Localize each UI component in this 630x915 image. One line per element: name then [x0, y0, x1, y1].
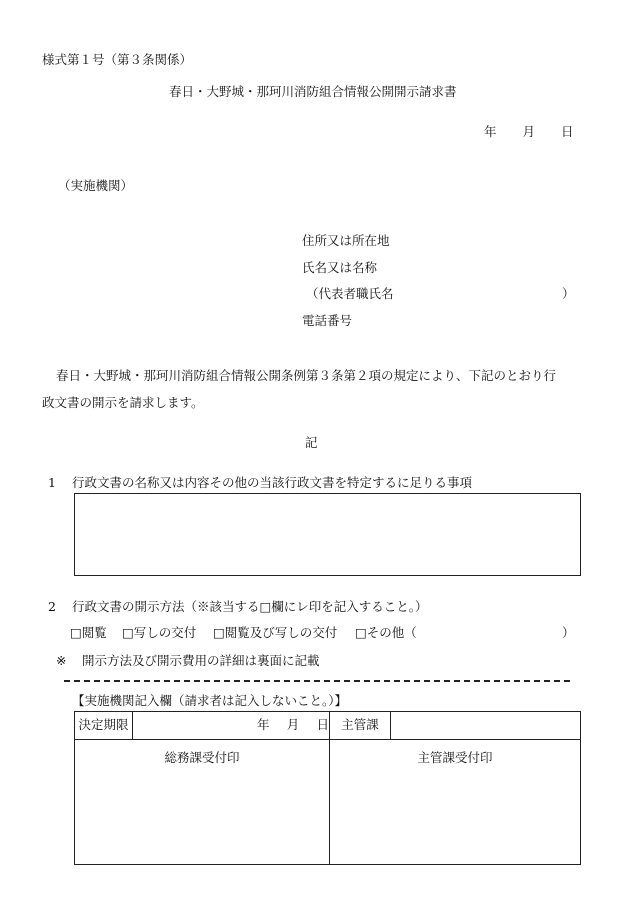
dept-stamp-label: 主管課受付印 [417, 750, 493, 765]
dept-label: 主管課 [330, 712, 391, 740]
item2-label: 行政文書の開示方法（※該当する□欄にレ印を記入すること。） [72, 599, 428, 614]
page-title: 春日・大野城・那珂川消防組合情報公開開示請求書 [169, 84, 457, 99]
office-use-table [74, 711, 581, 865]
date-month: 月 [522, 124, 536, 139]
deadline-day: 日 [316, 717, 329, 733]
note-mark: ※ [56, 653, 67, 668]
deadline-date-field[interactable] [133, 712, 330, 740]
note-text: 開示方法及び開示費用の詳細は裏面に記載 [82, 653, 320, 668]
cut-line [64, 680, 570, 682]
office-section-title: 【実施機関記入欄（請求者は記入しないこと。）】 [72, 693, 348, 708]
option-copy-checkbox[interactable]: □写しの交付 [122, 625, 197, 640]
item1-label: 行政文書の名称又は内容その他の当該行政文書を特定するに足りる事項 [72, 475, 473, 490]
option-other-close: ） [562, 625, 575, 640]
name-label: 氏名又は名称 [302, 260, 378, 275]
ki-heading: 記 [305, 435, 318, 450]
address-label: 住所又は所在地 [302, 233, 390, 248]
request-date[interactable] [484, 126, 574, 139]
item2-number: 2 [48, 599, 56, 614]
phone-label: 電話番号 [302, 313, 353, 328]
dept-stamp-box[interactable] [330, 740, 581, 865]
option-view-and-copy-checkbox[interactable]: □閲覧及び写しの交付 [213, 625, 338, 640]
body-line-1: 春日・大野城・那珂川消防組合情報公開条例第３条第２項の規定により、下記のとおり行 [56, 368, 557, 383]
date-day: 日 [561, 124, 574, 139]
document-spec-input[interactable] [74, 493, 581, 576]
option-other-checkbox[interactable]: □その他（ [355, 625, 417, 640]
body-line-2: 政文書の開示を請求します。 [42, 395, 204, 410]
deadline-label: 決定期限 [75, 712, 133, 740]
representative-close: ） [562, 286, 575, 301]
option-view-checkbox[interactable]: □閲覧 [70, 625, 107, 640]
representative-label: （代表者職氏名 [306, 286, 394, 301]
date-year: 年 [484, 124, 497, 139]
recipient-label: （実施機関） [58, 178, 134, 193]
item1-number: 1 [48, 475, 56, 490]
deadline-year: 年 [257, 717, 270, 733]
form-number: 様式第１号（第３条関係） [42, 52, 193, 67]
general-affairs-stamp-label: 総務課受付印 [164, 750, 240, 765]
dept-field[interactable] [391, 712, 581, 740]
general-affairs-stamp-box[interactable] [75, 740, 330, 865]
deadline-month: 月 [286, 717, 300, 733]
